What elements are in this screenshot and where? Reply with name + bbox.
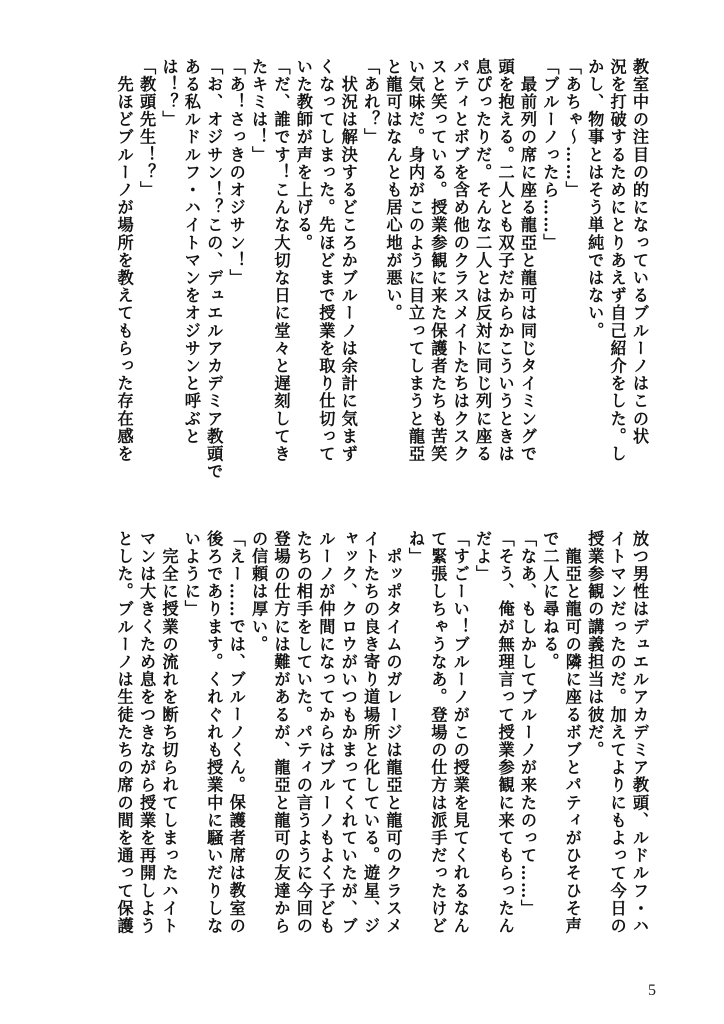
text-line: 「教頭先生！？」	[137, 58, 157, 199]
text-line: は！？」	[159, 58, 179, 129]
text-line: 授業参観の講義担当は彼だ。	[585, 530, 605, 759]
text-line: 「だ、誰です！こんな大切な日に堂々と遅刻してき	[271, 58, 291, 463]
text-line: 「お、オジサン！？この、デュエルアカデミア教頭で	[204, 58, 224, 481]
text-line: 頭を抱える。二人とも双子だからかこういうときは	[495, 58, 515, 463]
text-line: い気味だ。身内がこのように目立ってしまうと龍亞	[405, 58, 425, 463]
text-line: スと笑っている。授業参観に来た保護者たちも苦笑	[428, 58, 448, 463]
text-line: 況を打破するためにとりあえず自己紹介をした。し	[607, 58, 627, 463]
text-line: たキミは！」	[249, 58, 269, 164]
text-line: 「あちゃ〜……」	[562, 58, 582, 199]
text-line: たちの相手をしていた。パティの言うように今回の	[293, 530, 313, 935]
text-line: 状況は解決するどころかブルーノは余計に気まず	[338, 58, 358, 463]
text-line: とした。ブルーノは生徒たちの席の間を通って保護	[114, 530, 134, 935]
text-line: かし、物事とはそう単純ではない。	[585, 58, 605, 340]
text-line: いように」	[181, 530, 201, 618]
text-line: ャック、クロウがいつもかまってくれていたが、ブ	[338, 530, 358, 935]
text-line: だよ」	[473, 530, 493, 583]
text-line: 完全に授業の流れを断ち切られてしまったハイト	[159, 530, 179, 935]
text-line: ルーノが仲間になってからはブルーノもよく子ども	[316, 530, 336, 935]
text-line: 「なあ、もしかしてブルーノが来たのって……」	[517, 530, 537, 918]
page-number: 5	[648, 982, 656, 999]
text-line: 「えー……では、ブルーノくん。保護者席は教室の	[226, 530, 246, 935]
text-line: 龍亞と龍可の隣に座るボブとパティがひそひそ声	[562, 530, 582, 935]
text-line: と龍可はなんとも居心地が悪い。	[383, 58, 403, 322]
text-line: ポッポタイムのガレージは龍亞と龍可のクラスメ	[383, 530, 403, 935]
text-line: 「あれ？」	[361, 58, 381, 146]
text-line: イトたちの良き寄り道場所と化している。遊星、ジ	[361, 530, 381, 935]
text-line: 「そう、俺が無理言って授業参観に来てもらったん	[495, 530, 515, 935]
text-line: 最前列の席に座る龍亞と龍可は同じタイミングで	[517, 58, 537, 463]
text-line: 登場の仕方には難があるが、龍亞と龍可の友達から	[271, 530, 291, 935]
text-line: ある私ルドルフ・ハイトマンをオジサンと呼ぶと	[181, 58, 201, 446]
text-line: 「すごーい！ブルーノがこの授業を見てくれるなん	[450, 530, 470, 935]
upper-text-block	[70, 58, 650, 490]
text-line: パティとボブを含め他のクラスメイトたちはクスク	[450, 58, 470, 463]
text-line: 放つ男性はデュエルアカデミア教頭、ルドルフ・ハ	[630, 530, 649, 935]
text-line: いた教師が声を上げる。	[293, 58, 313, 252]
text-line: て緊張しちゃうなあ。登場の仕方は派手だったけど	[428, 530, 448, 935]
text-line: ね」	[405, 530, 425, 566]
lower-text-block	[70, 530, 650, 962]
text-line: イトマンだったのだ。加えてよりにもよって今日の	[607, 530, 627, 935]
text-line: マンは大きくため息をつきながら授業を再開しよう	[137, 530, 157, 935]
text-line: 「あ！さっきのオジサン！」	[226, 58, 246, 287]
text-line: 先ほどブルーノが場所を教えてもらった存在感を	[114, 58, 134, 463]
text-line: くなってしまった。先ほどまで授業を取り仕切って	[316, 58, 336, 463]
text-line: 「ブルーノったら……」	[540, 58, 560, 252]
text-line: の信頼は厚い。	[249, 530, 269, 654]
text-line: 教室中の注目の的になっているブルーノはこの状	[630, 58, 649, 446]
text-line: で二人に尋ねる。	[540, 530, 560, 671]
text-line: 息ぴったりだ。そんな二人とは反対に同じ列に座る	[473, 58, 493, 463]
text-line: 後ろであります。くれぐれも授業中に騒いだりしな	[204, 530, 224, 935]
